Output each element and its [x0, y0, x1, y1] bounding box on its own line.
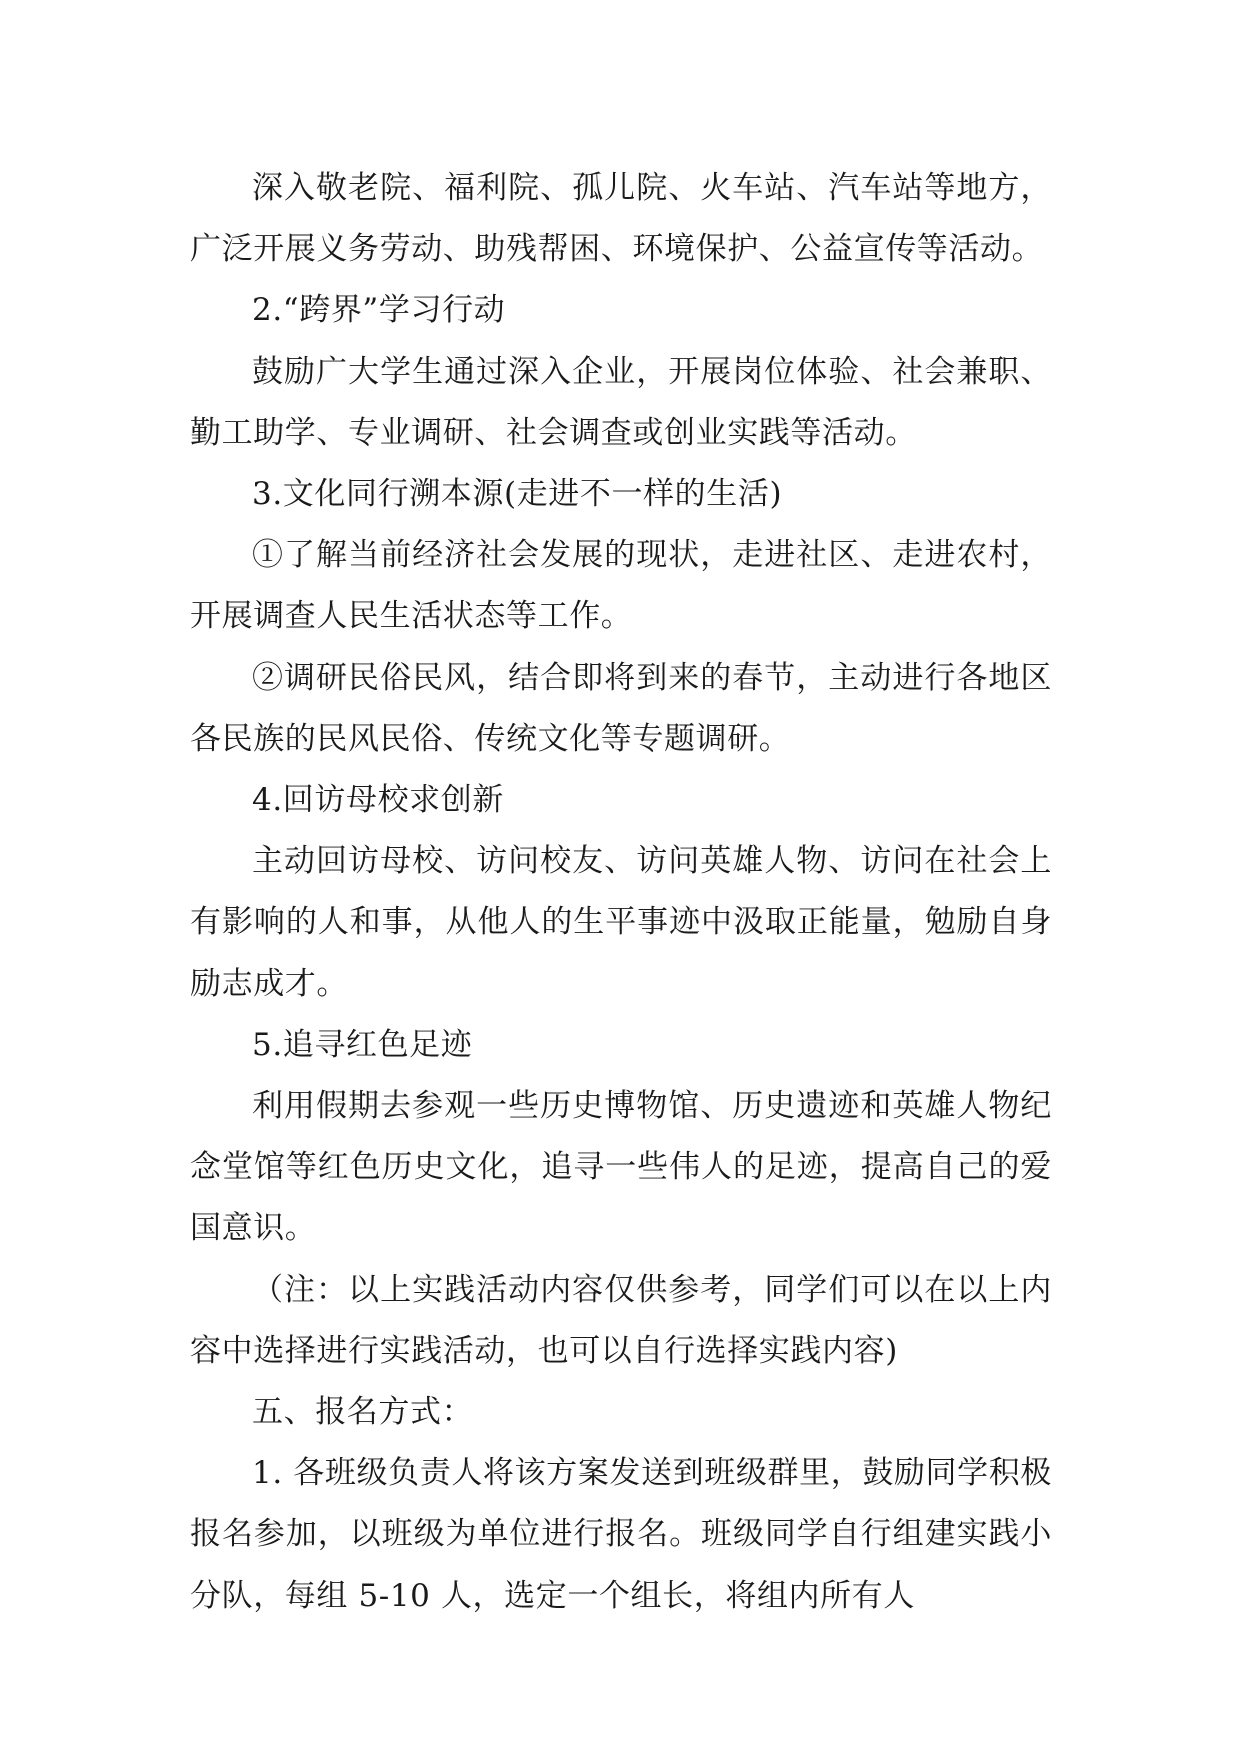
heading-revisit-school: 4.回访母校求创新	[252, 782, 504, 819]
paragraph-note: （注：以上实践活动内容仅供参考，同学们可以在以上内容中选择进行实践活动，也可以自行选择实践内容)	[190, 1271, 1052, 1369]
paragraph-volunteer-activities: 深入敬老院、福利院、孤儿院、火车站、汽车站等地方，广泛开展义务劳动、助残帮困、环境保护、公益宣传等活动。	[190, 170, 1052, 268]
paragraph-crossover-learning: 鼓励广大学生通过深入企业，开展岗位体验、社会兼职、勤工助学、专业调研、社会调查或创业实践等活动。	[190, 353, 1052, 451]
paragraph-red-footprints: 利用假期去参观一些历史博物馆、历史遗迹和英雄人物纪念堂馆等红色历史文化，追寻一些伟人的足迹，提高自己的爱国意识。	[190, 1088, 1052, 1247]
paragraph-revisit-school: 主动回访母校、访问校友、访问英雄人物、访问在社会上有影响的人和事，从他人的生平事迹中汲取正能量，勉励自身励志成才。	[190, 843, 1052, 1002]
heading-registration-method: 五、报名方式：	[252, 1394, 474, 1431]
heading-red-footprints: 5.追寻红色足迹	[252, 1026, 473, 1063]
paragraph-registration-step-1: 1. 各班级负责人将该方案发送到班级群里，鼓励同学积极报名参加，以班级为单位进行报名。班级同学自行组建实践小分队，每组 5-10 人，选定一个组长，将组内所有人	[190, 1455, 1052, 1614]
document-body	[190, 158, 1052, 1627]
heading-crossover-learning: 2.“跨界”学习行动	[252, 292, 506, 329]
paragraph-folk-custom-research: ②调研民俗民风，结合即将到来的春节，主动进行各地区各民族的民风民俗、传统文化等专题调研。	[190, 659, 1052, 757]
paragraph-social-survey: ①了解当前经济社会发展的现状，走进社区、走进农村，开展调查人民生活状态等工作。	[190, 537, 1052, 635]
heading-culture-roots: 3.文化同行溯本源(走进不一样的生活)	[252, 476, 783, 513]
